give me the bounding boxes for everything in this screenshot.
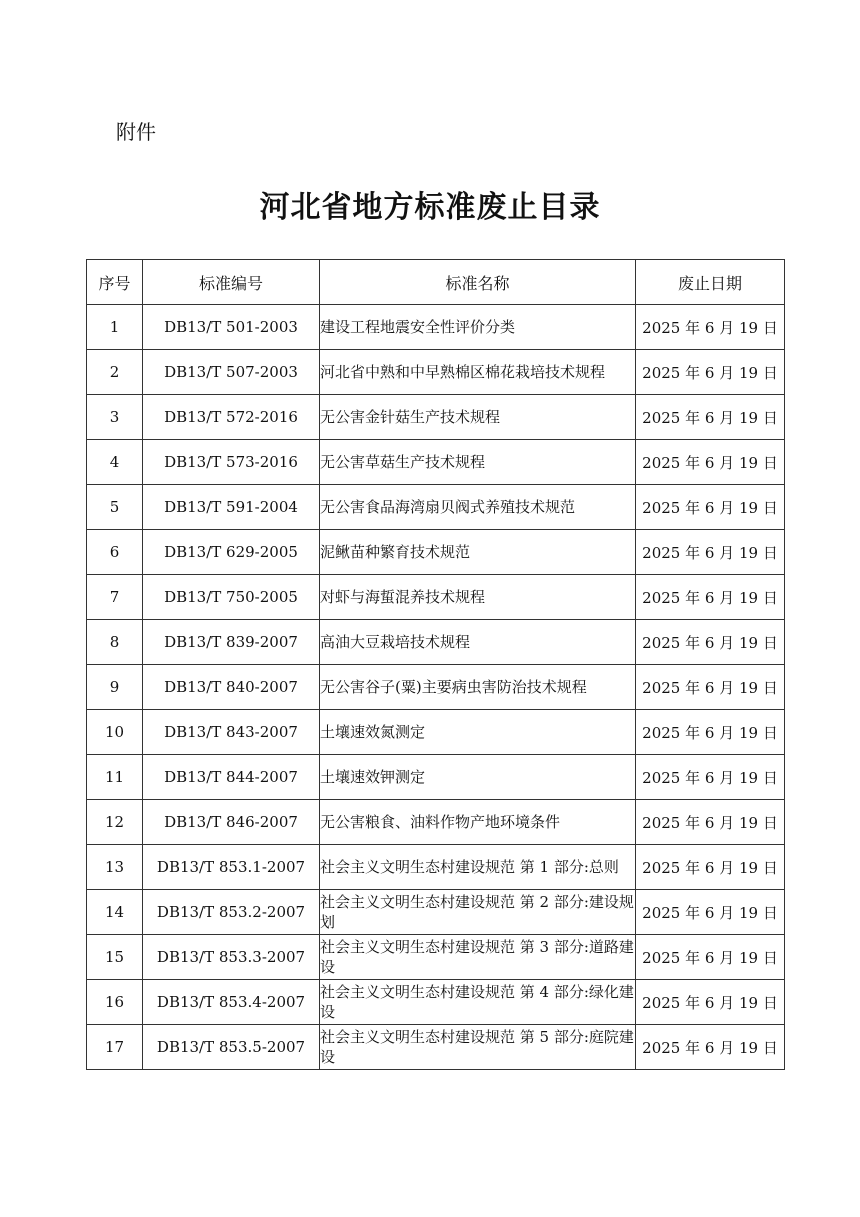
page-title: 河北省地方标准废止目录 xyxy=(259,190,601,225)
row-repeal-date: 2025 年 6 月 19 日 xyxy=(636,710,785,755)
row-standard-code: DB13/T 846-2007 xyxy=(143,800,320,845)
row-standard-code: DB13/T 572-2016 xyxy=(143,395,320,440)
table-row xyxy=(87,890,785,935)
row-serial: 2 xyxy=(87,350,143,395)
row-standard-name: 社会主义文明生态村建设规范 第 1 部分:总则 xyxy=(320,845,636,890)
row-serial: 12 xyxy=(87,800,143,845)
table-row xyxy=(87,305,785,350)
table-row xyxy=(87,440,785,485)
row-standard-code: DB13/T 853.3-2007 xyxy=(143,935,320,980)
row-standard-name: 社会主义文明生态村建设规范 第 2 部分:建设规划 xyxy=(320,890,636,935)
row-standard-name: 河北省中熟和中早熟棉区棉花栽培技术规程 xyxy=(320,350,636,395)
table-row xyxy=(87,845,785,890)
row-standard-code: DB13/T 853.5-2007 xyxy=(143,1025,320,1070)
row-standard-name: 土壤速效氮测定 xyxy=(320,710,636,755)
row-standard-code: DB13/T 844-2007 xyxy=(143,755,320,800)
row-repeal-date: 2025 年 6 月 19 日 xyxy=(636,935,785,980)
row-serial: 15 xyxy=(87,935,143,980)
repealed-standards-table xyxy=(86,259,785,1070)
row-repeal-date: 2025 年 6 月 19 日 xyxy=(636,845,785,890)
row-serial: 9 xyxy=(87,665,143,710)
row-standard-name: 无公害谷子(粟)主要病虫害防治技术规程 xyxy=(320,665,636,710)
table-row xyxy=(87,800,785,845)
row-repeal-date: 2025 年 6 月 19 日 xyxy=(636,1025,785,1070)
table-row xyxy=(87,665,785,710)
table-row xyxy=(87,980,785,1025)
row-standard-code: DB13/T 629-2005 xyxy=(143,530,320,575)
row-standard-code: DB13/T 843-2007 xyxy=(143,710,320,755)
row-serial: 14 xyxy=(87,890,143,935)
table-row xyxy=(87,710,785,755)
row-serial: 4 xyxy=(87,440,143,485)
row-standard-name: 无公害金针菇生产技术规程 xyxy=(320,395,636,440)
row-standard-code: DB13/T 750-2005 xyxy=(143,575,320,620)
row-serial: 13 xyxy=(87,845,143,890)
table-row xyxy=(87,935,785,980)
row-standard-name: 无公害粮食、油料作物产地环境条件 xyxy=(320,800,636,845)
row-standard-name: 土壤速效钾测定 xyxy=(320,755,636,800)
table-row xyxy=(87,350,785,395)
row-standard-name: 无公害食品海湾扇贝阀式养殖技术规范 xyxy=(320,485,636,530)
row-standard-name: 建设工程地震安全性评价分类 xyxy=(320,305,636,350)
row-standard-code: DB13/T 853.4-2007 xyxy=(143,980,320,1025)
row-standard-name: 社会主义文明生态村建设规范 第 5 部分:庭院建设 xyxy=(320,1025,636,1070)
row-repeal-date: 2025 年 6 月 19 日 xyxy=(636,575,785,620)
row-standard-name: 无公害草菇生产技术规程 xyxy=(320,440,636,485)
row-repeal-date: 2025 年 6 月 19 日 xyxy=(636,530,785,575)
row-repeal-date: 2025 年 6 月 19 日 xyxy=(636,395,785,440)
header-repeal-date: 废止日期 xyxy=(636,260,785,305)
row-serial: 3 xyxy=(87,395,143,440)
row-standard-name: 高油大豆栽培技术规程 xyxy=(320,620,636,665)
row-repeal-date: 2025 年 6 月 19 日 xyxy=(636,755,785,800)
row-serial: 8 xyxy=(87,620,143,665)
row-standard-name: 社会主义文明生态村建设规范 第 3 部分:道路建设 xyxy=(320,935,636,980)
row-standard-code: DB13/T 840-2007 xyxy=(143,665,320,710)
row-repeal-date: 2025 年 6 月 19 日 xyxy=(636,440,785,485)
row-standard-code: DB13/T 507-2003 xyxy=(143,350,320,395)
row-standard-name: 泥鳅苗种繁育技术规范 xyxy=(320,530,636,575)
row-standard-code: DB13/T 853.1-2007 xyxy=(143,845,320,890)
row-standard-code: DB13/T 853.2-2007 xyxy=(143,890,320,935)
row-repeal-date: 2025 年 6 月 19 日 xyxy=(636,980,785,1025)
row-repeal-date: 2025 年 6 月 19 日 xyxy=(636,305,785,350)
table-row xyxy=(87,395,785,440)
table-row xyxy=(87,485,785,530)
row-serial: 6 xyxy=(87,530,143,575)
row-repeal-date: 2025 年 6 月 19 日 xyxy=(636,890,785,935)
table-row xyxy=(87,755,785,800)
row-standard-code: DB13/T 591-2004 xyxy=(143,485,320,530)
row-repeal-date: 2025 年 6 月 19 日 xyxy=(636,350,785,395)
row-serial: 17 xyxy=(87,1025,143,1070)
row-standard-code: DB13/T 573-2016 xyxy=(143,440,320,485)
table-row xyxy=(87,575,785,620)
row-repeal-date: 2025 年 6 月 19 日 xyxy=(636,485,785,530)
row-standard-code: DB13/T 501-2003 xyxy=(143,305,320,350)
row-serial: 11 xyxy=(87,755,143,800)
row-serial: 5 xyxy=(87,485,143,530)
row-standard-name: 对虾与海蜇混养技术规程 xyxy=(320,575,636,620)
row-repeal-date: 2025 年 6 月 19 日 xyxy=(636,665,785,710)
table-body xyxy=(87,305,785,1070)
row-serial: 10 xyxy=(87,710,143,755)
row-serial: 7 xyxy=(87,575,143,620)
table-row xyxy=(87,1025,785,1070)
header-standard-code: 标准编号 xyxy=(143,260,320,305)
row-serial: 16 xyxy=(87,980,143,1025)
row-standard-code: DB13/T 839-2007 xyxy=(143,620,320,665)
attachment-label: 附件 xyxy=(116,120,156,144)
table-row xyxy=(87,620,785,665)
header-standard-name: 标准名称 xyxy=(320,260,636,305)
row-repeal-date: 2025 年 6 月 19 日 xyxy=(636,620,785,665)
header-serial: 序号 xyxy=(87,260,143,305)
row-repeal-date: 2025 年 6 月 19 日 xyxy=(636,800,785,845)
row-standard-name: 社会主义文明生态村建设规范 第 4 部分:绿化建设 xyxy=(320,980,636,1025)
table-header-row xyxy=(87,260,785,305)
row-serial: 1 xyxy=(87,305,143,350)
table-row xyxy=(87,530,785,575)
